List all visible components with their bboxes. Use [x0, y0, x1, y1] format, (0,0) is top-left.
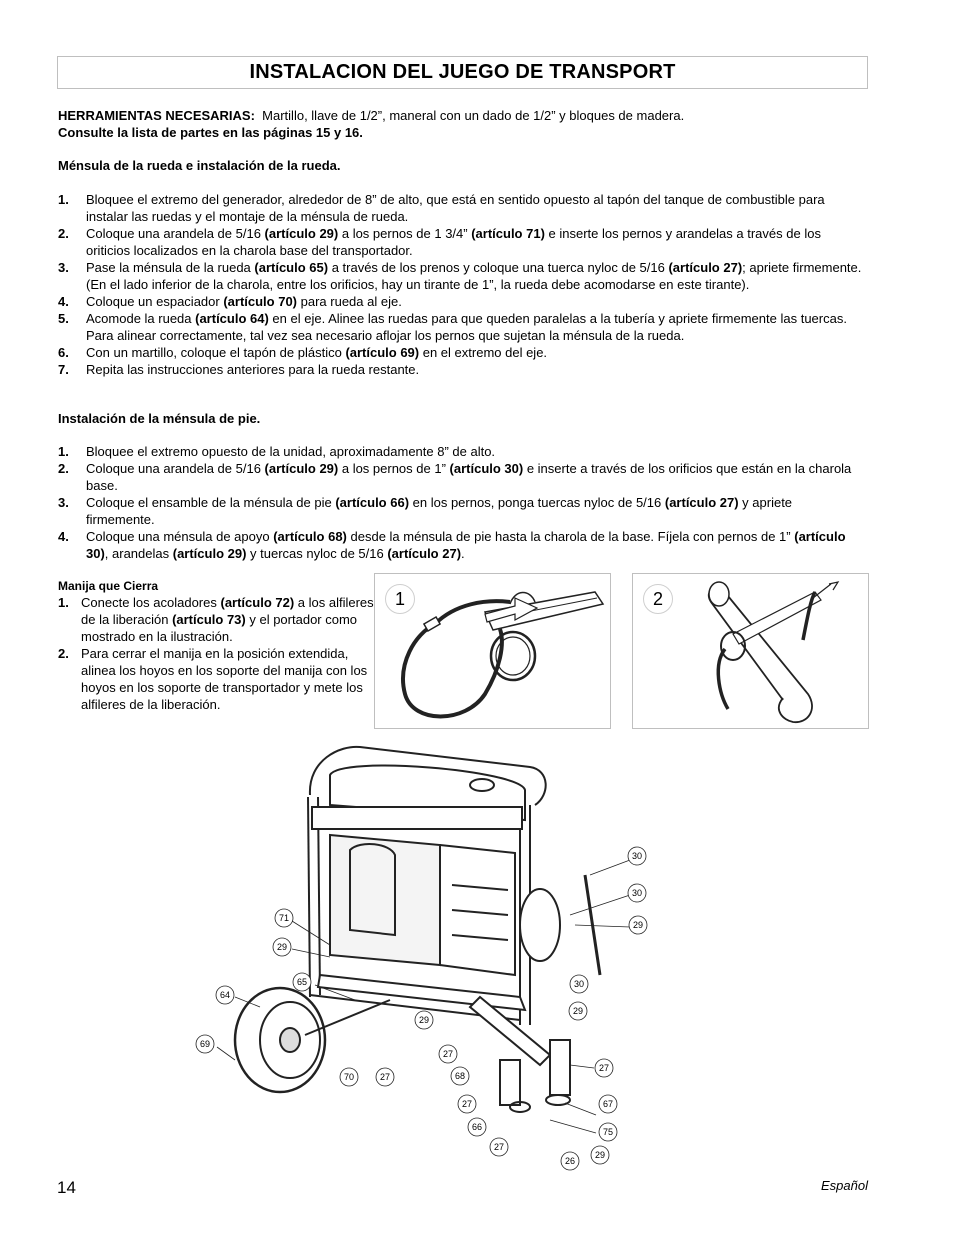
step-text — [81, 645, 376, 713]
language-label: Español — [821, 1178, 868, 1193]
page-number: 14 — [57, 1178, 76, 1197]
step-number: 1. — [58, 192, 69, 207]
step-text — [86, 191, 864, 225]
step-text-segment: Bloquee el extremo del generador, alrededor de 8” de alto, que está en sentido opuesto al tapón del tanque de combustible para instalar las ruedas y el montaje de la ménsula de rueda. — [86, 192, 825, 224]
part-reference: (artículo 72) — [220, 595, 295, 610]
step-text — [86, 528, 864, 562]
step-text — [86, 293, 864, 310]
callout-29: 29 — [418, 1015, 430, 1025]
step-text-segment: Bloquee el extremo opuesto de la unidad, aproximadamente 8” de alto. — [86, 444, 496, 459]
callout-75: 75 — [602, 1127, 614, 1137]
callout-27: 27 — [598, 1063, 610, 1073]
list-item — [58, 361, 864, 378]
callout-70: 70 — [343, 1072, 355, 1082]
list-item — [58, 494, 864, 528]
figure-1-label: 1 — [385, 584, 415, 614]
step-number: 1. — [58, 444, 69, 459]
callout-64: 64 — [219, 990, 231, 1000]
part-reference: (artículo 66) — [335, 495, 410, 510]
part-reference: (artículo 70) — [223, 294, 298, 309]
step-number: 6. — [58, 345, 69, 360]
figure-2-label: 2 — [643, 584, 673, 614]
list-item — [58, 191, 864, 225]
step-text — [86, 344, 864, 361]
part-reference: (artículo 73) — [172, 612, 246, 627]
step-text-segment: Coloque una arandela de 5/16 — [86, 226, 265, 241]
list-item — [58, 310, 864, 344]
callout-30: 30 — [631, 851, 643, 861]
figure-1 — [374, 573, 611, 729]
section1-steps — [58, 191, 864, 378]
step-text — [86, 310, 864, 344]
list-item — [58, 528, 864, 562]
callout-71: 71 — [278, 913, 290, 923]
tools-label: HERRAMIENTAS NECESARIAS: — [58, 108, 255, 123]
step-text-segment: a los pernos de 1” — [338, 461, 450, 476]
step-number: 3. — [58, 495, 69, 510]
part-reference: (artículo 30) — [86, 529, 846, 561]
list-item — [58, 225, 864, 259]
section3-heading: Manija que Cierra — [58, 579, 159, 593]
callout-69: 69 — [199, 1039, 211, 1049]
part-reference: (artículo 27) — [668, 260, 743, 275]
callout-30: 30 — [631, 888, 643, 898]
page-title: INSTALACION DEL JUEGO DE TRANSPORT — [249, 61, 676, 83]
callout-29: 29 — [572, 1006, 584, 1016]
part-reference: (artículo 29) — [264, 226, 339, 241]
step-text-segment: ; apriete firmemente. (En el lado inferior de la charola, entre los orificios, hay un tirante de 1”, la rueda debe acomodarse en este tirante). — [86, 260, 862, 292]
list-item — [58, 344, 864, 361]
callout-27: 27 — [493, 1142, 505, 1152]
step-text — [86, 225, 864, 259]
list-item — [58, 645, 376, 713]
step-text — [86, 494, 864, 528]
step-text-segment: a los pernos de 1 3/4” — [338, 226, 472, 241]
step-text-segment: Acomode la rueda — [86, 311, 196, 326]
callout-27: 27 — [379, 1072, 391, 1082]
part-reference: (artículo 71) — [471, 226, 545, 241]
list-item — [58, 293, 864, 310]
step-number: 7. — [58, 362, 69, 377]
step-text-segment: . — [461, 546, 465, 561]
step-text — [86, 361, 864, 378]
step-text — [86, 443, 864, 460]
step-text — [86, 460, 864, 494]
callout-27: 27 — [461, 1099, 473, 1109]
part-reference: (artículo 68) — [273, 529, 347, 544]
part-reference: (artículo 29) — [264, 461, 339, 476]
callout-29: 29 — [276, 942, 288, 952]
step-text-segment: a los alfileres de la liberación — [81, 595, 374, 627]
step-text-segment: a través de los prenos y coloque una tuerca nyloc de 5/16 — [328, 260, 669, 275]
title-box — [57, 56, 868, 89]
callout-66: 66 — [471, 1122, 483, 1132]
list-item — [58, 443, 864, 460]
figure-2 — [632, 573, 869, 729]
step-text-segment: desde la ménsula de pie hasta la charola de la base. Fíjela con pernos de 1” — [346, 529, 795, 544]
step-number: 2. — [58, 226, 69, 241]
step-text-segment: y apriete firmemente. — [86, 495, 793, 527]
step-text-segment: Pase la ménsula de la rueda — [86, 260, 255, 275]
step-text-segment: e inserte a través de los orificios que están en la charola base. — [86, 461, 852, 493]
callout-68: 68 — [454, 1071, 466, 1081]
step-text-segment: e inserte los pernos y arandelas a través de los oriticios localizados en la charola base del transportador. — [86, 226, 821, 258]
callout-30: 30 — [573, 979, 585, 989]
part-reference: (artículo 27) — [387, 546, 462, 561]
part-reference: (artículo 65) — [254, 260, 329, 275]
step-text — [86, 259, 864, 293]
part-reference: (artículo 64) — [195, 311, 269, 326]
step-number: 4. — [58, 529, 69, 544]
step-text — [81, 594, 376, 645]
part-reference: (artículo 69) — [345, 345, 420, 360]
section3-steps — [58, 594, 376, 713]
step-text-segment: Coloque un espaciador — [86, 294, 224, 309]
list-item — [58, 259, 864, 293]
step-text-segment: en el eje. Alinee las ruedas para que queden paralelas a la tubería y apriete firmemente las tuercas. Para alinear correctamente, tal vez sea necesario aflojar los pernos que sujetan la ménsula de la rueda. — [86, 311, 847, 343]
step-number: 5. — [58, 311, 69, 326]
section2-steps — [58, 443, 864, 562]
list-item — [58, 460, 864, 494]
callout-29: 29 — [594, 1150, 606, 1160]
step-number: 4. — [58, 294, 69, 309]
step-number: 2. — [58, 461, 69, 476]
step-text-segment: Conecte los acoladores — [81, 595, 221, 610]
list-item — [58, 594, 376, 645]
callout-65: 65 — [296, 977, 308, 987]
step-text-segment: Repita las instrucciones anteriores para la rueda restante. — [86, 362, 420, 377]
callout-26: 26 — [564, 1156, 576, 1166]
tools-text: Martillo, llave de 1/2”, maneral con un dado de 1/2” y bloques de madera. — [262, 108, 685, 123]
callout-67: 67 — [602, 1099, 614, 1109]
step-text-segment: en el extremo del eje. — [419, 345, 548, 360]
part-reference: (artículo 27) — [664, 495, 739, 510]
step-text-segment: Coloque una arandela de 5/16 — [86, 461, 265, 476]
step-number: 1. — [58, 595, 69, 610]
section2-heading: Instalación de la ménsula de pie. — [58, 411, 261, 426]
step-number: 3. — [58, 260, 69, 275]
callout-29: 29 — [632, 920, 644, 930]
part-reference: (artículo 29) — [172, 546, 247, 561]
section1-heading: Ménsula de la rueda e instalación de la rueda. — [58, 158, 341, 173]
callout-27: 27 — [442, 1049, 454, 1059]
step-text-segment: Coloque el ensamble de la ménsula de pie — [86, 495, 336, 510]
step-text-segment: Con un martillo, coloque el tapón de plástico — [86, 345, 346, 360]
step-text-segment: para rueda al eje. — [297, 294, 402, 309]
step-text-segment: y el portador como mostrado en la ilustración. — [81, 612, 358, 644]
step-text-segment: Para cerrar el manija en la posición extendida, alinea los hoyos en los soporte del manija con los hoyos en los soporte de transportador y mete los alfileres de la liberación. — [81, 646, 368, 712]
step-text-segment: en los pernos, ponga tuercas nyloc de 5/16 — [409, 495, 665, 510]
step-text-segment: Coloque una ménsula de apoyo — [86, 529, 274, 544]
step-text-segment: , arandelas — [104, 546, 173, 561]
tools-block — [58, 107, 864, 141]
generator-exploded-diagram — [190, 735, 660, 1175]
part-reference: (artículo 30) — [449, 461, 524, 476]
step-number: 2. — [58, 646, 69, 661]
consult-text: Consulte la lista de partes en las páginas 15 y 16. — [58, 125, 363, 140]
step-text-segment: y tuercas nyloc de 5/16 — [246, 546, 388, 561]
